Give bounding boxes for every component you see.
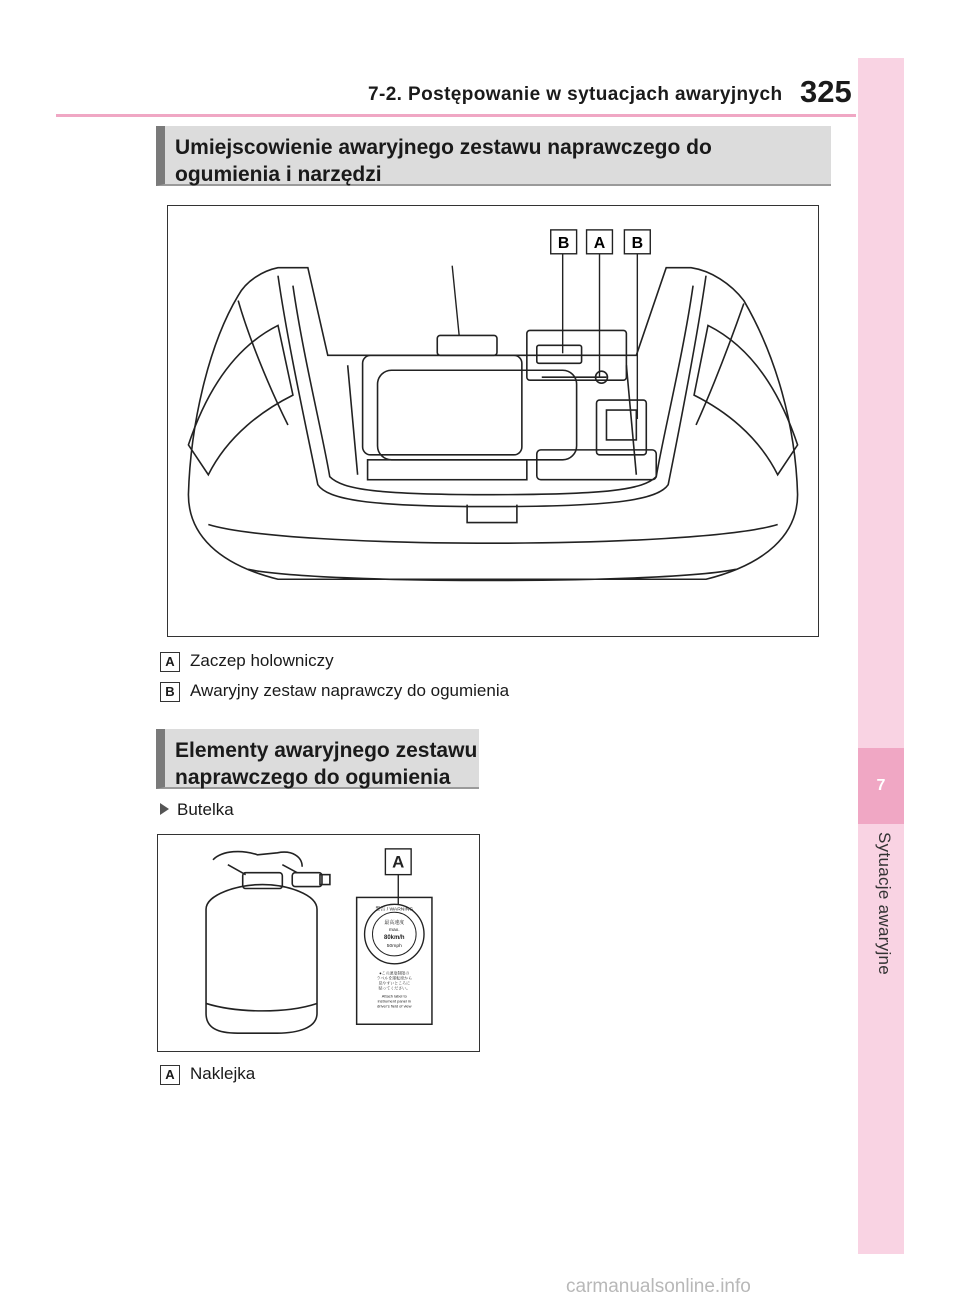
bottle-drawing — [158, 835, 479, 1051]
legend-tag: A — [160, 1065, 180, 1085]
label-en-line: Attach label to — [381, 993, 407, 999]
callout-a-label: A — [392, 852, 405, 872]
label-en-line: driver's field of view — [377, 1003, 412, 1009]
section-heading-components — [156, 729, 479, 789]
bullet-text: Butelka — [177, 800, 234, 819]
chapter-side-tab — [858, 58, 904, 1254]
label-speed-jp: 最高速度 — [384, 921, 405, 927]
trunk-drawing — [168, 206, 818, 636]
callout-b-left: B — [557, 234, 570, 252]
chapter-label: Sytuacje awaryjne — [875, 832, 894, 976]
trunk-illustration — [167, 205, 819, 637]
legend-text: Naklejka — [190, 1064, 256, 1083]
label-kmh: 80km/h — [384, 935, 405, 942]
label-jp-line: 見やすいところに — [378, 980, 411, 986]
section-heading-line: Elementy awaryjnego zestawu — [175, 739, 478, 762]
callout-b-right: B — [631, 234, 644, 252]
callout-a: A — [593, 234, 606, 252]
label-warning-text: 警告 / WARNING — [375, 907, 414, 913]
legend-item — [160, 680, 509, 702]
legend-item — [160, 1063, 255, 1085]
bullet-item — [160, 800, 234, 820]
section-heading-location — [156, 126, 831, 186]
section-heading-line: Umiejscowienie awaryjnego zestawu naprawczego do — [175, 136, 712, 159]
watermark: carmanualsonline.info — [566, 1276, 751, 1297]
bullet-triangle-icon — [160, 803, 169, 815]
legend-tag: A — [160, 652, 180, 672]
header-divider — [56, 114, 856, 117]
label-jp-line: 貼ってください。 — [378, 985, 411, 991]
page-number: 325 — [800, 74, 852, 109]
legend-item — [160, 650, 334, 672]
label-jp-line: ラベルを運転席から — [376, 975, 413, 981]
legend-text: Zaczep holowniczy — [190, 651, 334, 670]
label-jp-line: ●この速度制限の — [379, 970, 410, 976]
label-en-line: instrument panel in — [377, 998, 412, 1004]
bottle-illustration — [157, 834, 480, 1052]
chapter-number: 7 — [858, 748, 904, 824]
section-heading-line: naprawczego do ogumienia — [175, 766, 451, 789]
section-heading-line: ogumienia i narzędzi — [175, 163, 382, 186]
legend-tag: B — [160, 682, 180, 702]
legend-text: Awaryjny zestaw naprawczy do ogumienia — [190, 681, 510, 700]
label-mph: 50mph — [386, 943, 402, 949]
section-title: 7-2. Postępowanie w sytuacjach awaryjnych — [368, 84, 783, 105]
label-max: max. — [388, 928, 400, 934]
callout-labels — [551, 230, 651, 254]
